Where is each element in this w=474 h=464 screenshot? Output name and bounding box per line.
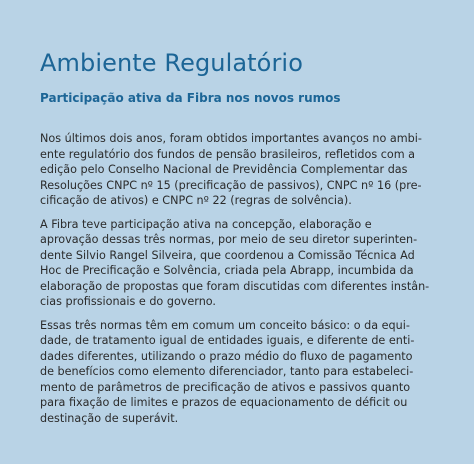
paragraph-line: mento de parâmetros de precificação de ativos e passivos quanto: [40, 380, 411, 394]
paragraph-line: de benefícios como elemento diferenciador, tanto para estabeleci-: [40, 365, 414, 378]
page-title: Ambiente Regulatório: [40, 49, 303, 77]
paragraph-line: Essas três normas têm em comum um conceito básico: o da equi-: [40, 318, 410, 332]
paragraph-3: [40, 318, 438, 427]
paragraph-line: dade, de tratamento igual de entidades iguais, e diferente de enti-: [40, 334, 415, 347]
paragraph-line: Hoc de Precificação e Solvência, criada pela Abrapp, incumbida da: [40, 264, 414, 277]
paragraph-line: cias profissionais e do governo.: [40, 295, 216, 308]
paragraph-1: [40, 131, 438, 209]
paragraph-line: para fixação de limites e prazos de equacionamento de déficit ou: [40, 396, 408, 409]
paragraph-line: aprovação dessas três normas, por meio de seu diretor superinten-: [40, 233, 418, 246]
paragraph-line: cificação de ativos) e CNPC nº 22 (regras de solvência).: [40, 194, 352, 207]
paragraph-line: dades diferentes, utilizando o prazo médio do fluxo de pagamento: [40, 349, 413, 363]
paragraph-line: ente regulatório dos fundos de pensão brasileiros, refletidos com a: [40, 147, 416, 161]
paragraph-2: [40, 217, 438, 310]
paragraph-line: Resoluções CNPC nº 15 (precificação de passivos), CNPC nº 16 (pre-: [40, 178, 422, 192]
paragraph-line: elaboração de propostas que foram discutidas com diferentes instân-: [40, 279, 430, 293]
paragraph-line: Nos últimos dois anos, foram obtidos importantes avanços no ambi-: [40, 132, 422, 145]
paragraph-line: edição pelo Conselho Nacional de Previdência Complementar das: [40, 163, 408, 176]
page-subtitle: Participação ativa da Fibra nos novos rumos: [40, 91, 341, 105]
paragraph-line: A Fibra teve participação ativa na concepção, elaboração e: [40, 217, 372, 231]
body-text: [40, 131, 438, 426]
paragraph-line: dente Silvio Rangel Silveira, que coordenou a Comissão Técnica Ad: [40, 248, 415, 262]
paragraph-line: destinação de superávit.: [40, 411, 179, 425]
